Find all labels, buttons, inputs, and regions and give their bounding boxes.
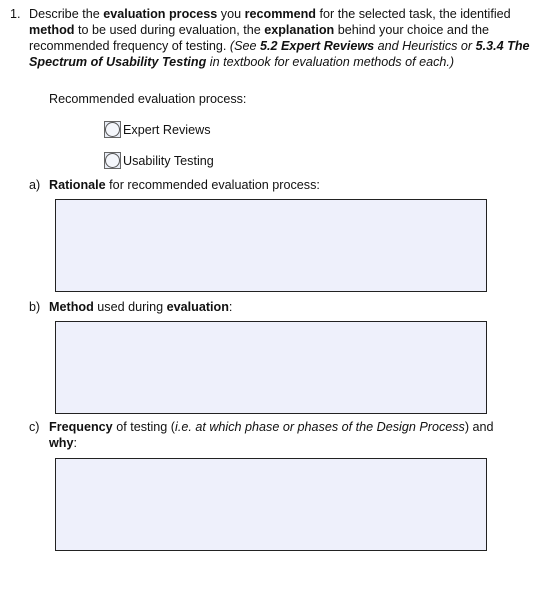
text-bold: Method <box>49 300 94 314</box>
text-segment: you <box>217 7 245 21</box>
text-segment: : <box>228 300 233 314</box>
text-italic: i.e. <box>175 420 192 434</box>
text-bold: Rationale <box>49 178 106 192</box>
part-a-prompt <box>29 177 509 193</box>
option-expert-reviews[interactable] <box>104 121 211 138</box>
option-label: Expert Reviews <box>123 122 211 137</box>
text-segment: to be used during evaluation, the <box>74 23 265 37</box>
part-letter: c) <box>29 420 40 434</box>
part-letter: b) <box>29 300 41 314</box>
text-bold: evaluation process <box>103 7 218 21</box>
rationale-text-field[interactable] <box>55 199 487 292</box>
text-segment: for the selected task, the identified <box>316 7 511 21</box>
text-bold: explanation <box>264 23 335 37</box>
question-1 <box>10 6 530 70</box>
text-segment: used during <box>93 300 167 314</box>
text-bold-italic: 5.2 Expert Reviews <box>260 39 375 53</box>
text-segment: ) and <box>464 420 494 434</box>
frequency-text-field[interactable] <box>55 458 487 551</box>
text-bold-italic: 5.3.4 The Spectrum of Usability Testing <box>29 39 530 69</box>
recommended-label: Recommended evaluation process: <box>49 92 247 106</box>
text-italic: in textbook for evaluation methods of each.) <box>206 55 455 69</box>
text-segment: of testing ( <box>112 420 176 434</box>
part-b-prompt <box>29 299 509 315</box>
part-c-prompt <box>29 419 514 451</box>
text-bold: Frequency <box>49 420 113 434</box>
option-label: Usability Testing <box>123 153 214 168</box>
radio-circle-icon <box>105 153 120 168</box>
radio-button[interactable] <box>104 121 121 138</box>
text-segment: : <box>73 436 77 450</box>
text-italic: at which phase or phases of the Design Process <box>191 420 465 434</box>
option-usability-testing[interactable] <box>104 152 214 169</box>
text-bold: evaluation <box>166 300 229 314</box>
text-bold: recommend <box>244 7 316 21</box>
text-bold: method <box>29 23 75 37</box>
method-text-field[interactable] <box>55 321 487 414</box>
part-letter: a) <box>29 178 41 192</box>
text-segment: Describe the <box>29 7 104 21</box>
text-segment: for recommended evaluation process: <box>105 178 320 192</box>
question-number: 1. <box>10 7 21 21</box>
text-italic: and Heuristics or <box>374 39 476 53</box>
question-text <box>29 6 530 70</box>
text-italic: (See <box>229 39 261 53</box>
radio-circle-icon <box>105 122 120 137</box>
text-bold: why <box>49 436 74 450</box>
radio-button[interactable] <box>104 152 121 169</box>
text-segment: behind your choice and the recommended frequency of testing. <box>29 23 489 53</box>
